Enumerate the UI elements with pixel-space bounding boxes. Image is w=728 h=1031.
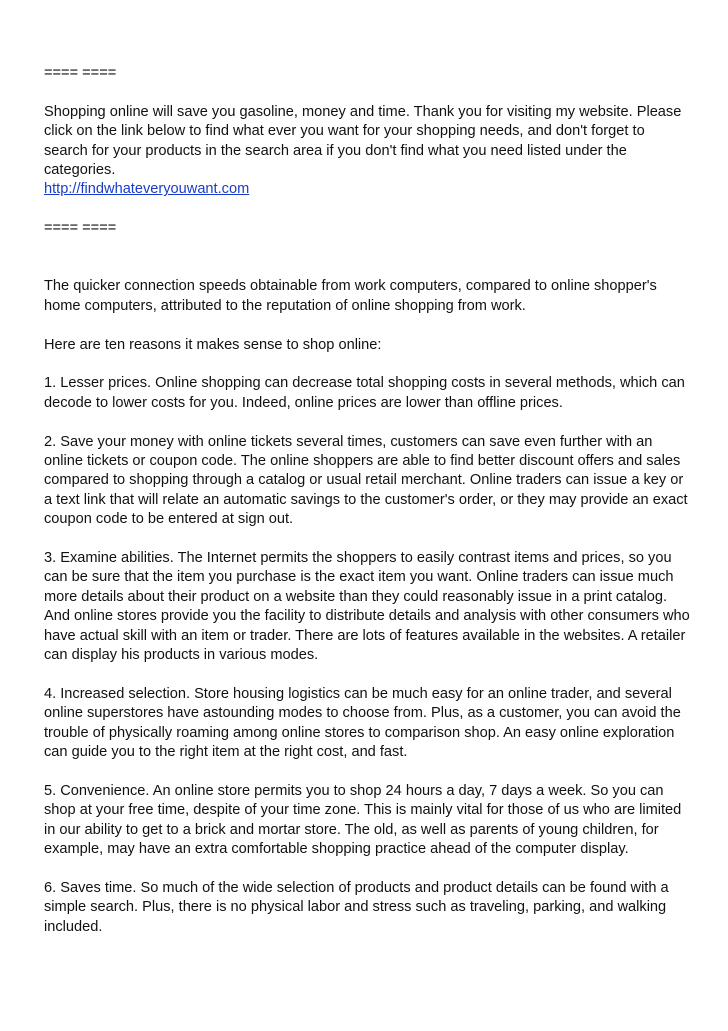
opening-paragraph: The quicker connection speeds obtainable from work computers, compared to online shopper's home computers, attributed to the reputation of online shopping from work. [44, 278, 657, 314]
intro-paragraph: Shopping online will save you gasoline, money and time. Thank you for visiting my website. Please click on the link below to find what ever you want for your shopping needs, and don't forget to search for your products in the search area if you don't find what you need listed under the categories. [44, 103, 682, 179]
reason-1-paragraph: 1. Lesser prices. Online shopping can decrease total shopping costs in several methods, which can decode to lower costs for you. Indeed, online prices are lower than offline prices. [44, 375, 685, 411]
separator-bottom: ==== ==== [44, 220, 117, 237]
document-page [44, 64, 692, 937]
lead-paragraph: Here are ten reasons it makes sense to shop online: [44, 336, 382, 353]
reason-4-paragraph: 4. Increased selection. Store housing logistics can be much easy for an online trader, and several online superstores have astounding modes to choose from. Plus, as a customer, you can avoid the trouble of physically roaming among online stores to comparison shop. An easy online exploration can guide you to the right item at the right cost, and fast. [44, 685, 681, 761]
reason-3-paragraph: 3. Examine abilities. The Internet permits the shoppers to easily contrast items and prices, so you can be sure that the item you purchase is the exact item you want. Online traders can issue much more details about their product on a website than they could reasonably issue in a print catalog. And online stores provide you the facility to distribute details and analysis with other consumers who have actual skill with an item or trader. There are lots of features available in the websites. A retailer can display his products in various modes. [44, 550, 690, 664]
reason-5-paragraph: 5. Convenience. An online store permits you to shop 24 hours a day, 7 days a week. So you can shop at your free time, despite of your time zone. This is mainly vital for those of us who are limited in our ability to get to a brick and mortar store. The old, as well as parents of young children, for example, may have an extra comfortable shopping practice ahead of the computer display. [44, 782, 682, 858]
reason-6-paragraph: 6. Saves time. So much of the wide selection of products and product details can be found with a simple search. Plus, there is no physical labor and stress such as traveling, parking, and walking included. [44, 879, 669, 935]
website-link-line [44, 180, 692, 199]
separator-top: ==== ==== [44, 65, 117, 81]
reason-2-paragraph: 2. Save your money with online tickets several times, customers can save even further with an online tickets or coupon code. The online shoppers are able to find better discount offers and sales compared to shopping through a catalog or usual retail merchant. Online traders can issue a key or a text link that will relate an automatic savings to the customer's order, or they may provide an exact coupon code to be entered at sign out. [44, 433, 688, 528]
website-link[interactable]: http://findwhateveryouwant.com [44, 181, 250, 198]
